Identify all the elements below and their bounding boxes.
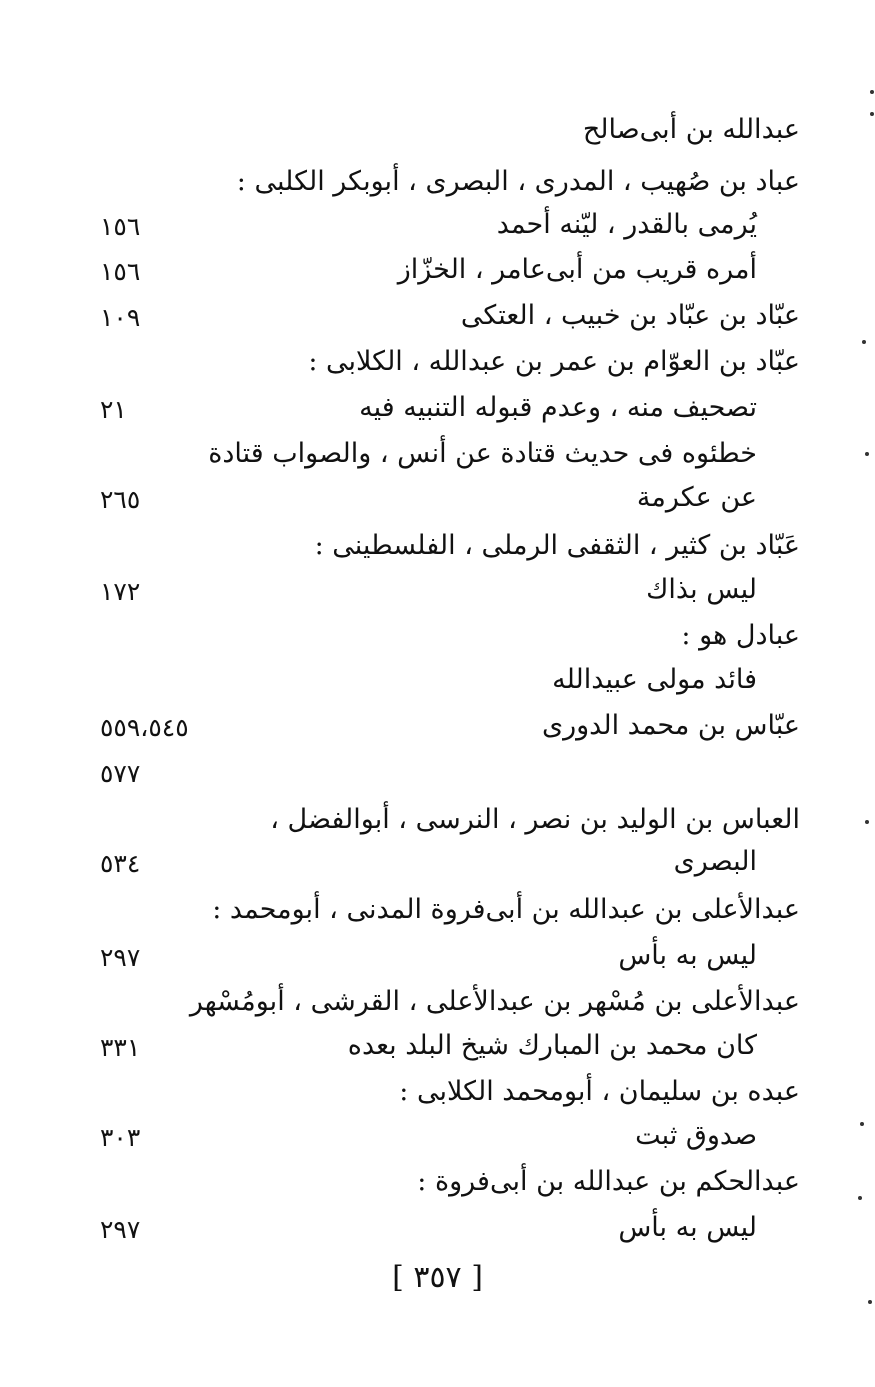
entry-note: فائد مولى عبيدالله (552, 664, 757, 695)
entry-heading: عبّاس بن محمد الدورى (541, 710, 800, 741)
scan-speck (862, 340, 866, 344)
entry-heading: عبّاد بن عبّاد بن خبيب ، العتكى (460, 300, 800, 331)
entry-note: ليس بذاك (646, 574, 757, 605)
entry-heading: عباد بن صُهيب ، المدرى ، البصرى ، أبوبكر الكلبى : (236, 166, 800, 197)
page-reference: ١٧٢ (100, 577, 141, 606)
page-reference: ٢٩٧ (100, 1215, 141, 1244)
scan-speck (868, 1300, 872, 1304)
page-number-footer: [ ٣٥٧ ] (392, 1260, 483, 1295)
entry-note: ليس به بأس (618, 940, 757, 971)
page-reference: ١٠٩ (100, 303, 141, 332)
entry-heading: عبده بن سليمان ، أبومحمد الكلابى : (399, 1076, 800, 1107)
entry-heading: عبدالله بن أبى‌صالح (582, 114, 800, 145)
page-reference: ٢٦٥ (100, 485, 141, 514)
page-reference: ٣٣١ (100, 1033, 141, 1062)
entry-heading: عبادل هو : (681, 620, 800, 651)
scan-speck (870, 112, 874, 116)
scan-speck (858, 1196, 862, 1200)
entry-note: عن عكرمة (636, 482, 757, 513)
page-reference: ٥٧٧ (100, 759, 141, 788)
page-reference: ٥٥٩،٥٤٥ (100, 713, 189, 742)
scan-speck (870, 90, 874, 94)
scan-speck (865, 820, 869, 824)
entry-heading: عَبّاد بن كثير ، الثقفى الرملى ، الفلسطينى : (314, 530, 800, 561)
entry-heading: عبدالأعلى بن عبدالله بن أبى‌فروة المدنى ، أبومحمد : (212, 894, 800, 925)
entry-note: كان محمد بن المبارك شيخ البلد بعده (347, 1030, 757, 1061)
page-reference: ٢٩٧ (100, 943, 141, 972)
entry-note: يُرمى بالقدر ، ليّنه أحمد (496, 209, 757, 240)
entry-note: أمره قريب من أبى‌عامر ، الخزّاز (397, 254, 757, 285)
entry-heading: عبدالأعلى بن مُسْهر بن عبدالأعلى ، القرشى ، أبومُسْهر (189, 986, 800, 1017)
page-reference: ١٥٦ (100, 257, 141, 286)
entry-note: تصحيف منه ، وعدم قبوله التنبيه فيه (359, 392, 757, 423)
scan-speck (860, 1122, 864, 1126)
entry-note: خطئوه فى حديث قتادة عن أنس ، والصواب قتادة (208, 438, 757, 469)
entry-heading: عبّاد بن العوّام بن عمر بن عبدالله ، الكلابى : (308, 346, 800, 377)
entry-note: البصرى (673, 846, 757, 877)
page-reference: ١٥٦ (100, 212, 141, 241)
entry-note: صدوق ثبت (635, 1120, 757, 1151)
page-reference: ٣٠٣ (100, 1123, 141, 1152)
entry-heading: عبدالحكم بن عبدالله بن أبى‌فروة : (417, 1166, 800, 1197)
page-reference: ٥٣٤ (100, 849, 141, 878)
entry-note: ليس به بأس (618, 1212, 757, 1243)
scan-speck (865, 452, 869, 456)
entry-heading: العباس بن الوليد بن نصر ، النرسى ، أبوالفضل ، (270, 804, 800, 835)
page-reference: ٢١ (100, 395, 127, 424)
